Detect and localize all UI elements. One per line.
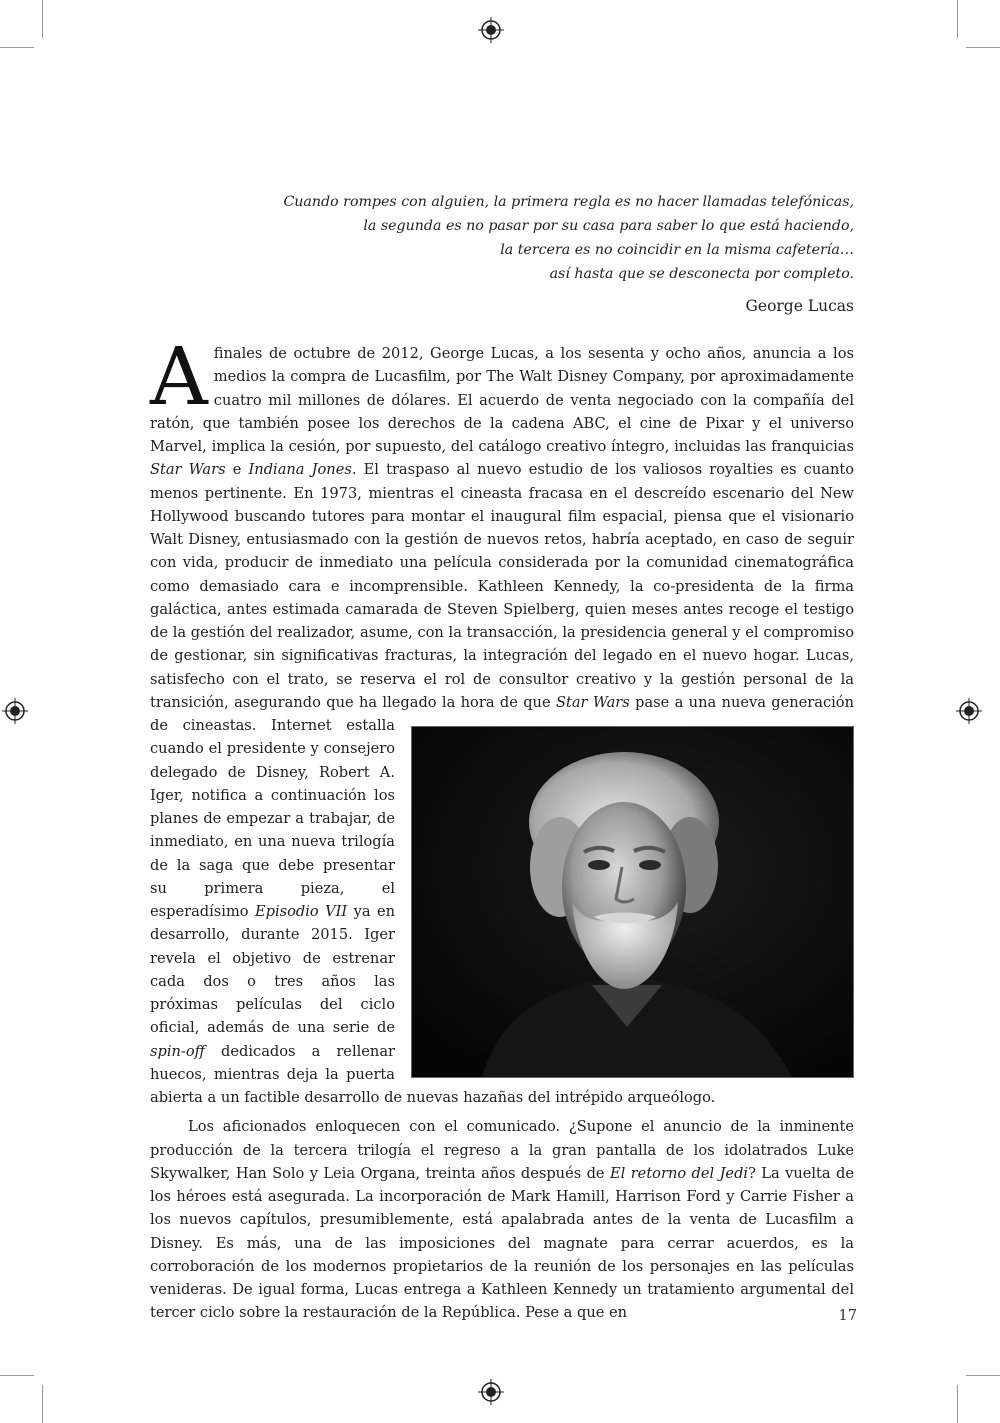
italic-title: Indiana Jones	[248, 461, 352, 479]
crop-mark	[42, 0, 43, 38]
text-run: ya en desarrollo, durante 2015. Iger revela el objetivo de estrenar cada dos o tres años las próximas películas del ciclo oficial, además de una serie de	[150, 903, 395, 1037]
italic-title: Star Wars	[150, 461, 226, 479]
registration-mark-icon	[956, 698, 982, 724]
registration-mark-icon	[478, 17, 504, 43]
text-run: . El traspaso al nuevo estudio de los valiosos royalties es cuanto menos pertinente. En 1973, mientras el cineasta fracasa en el descreído escenario del New Hollywood buscando tutores para montar el inaugural film espacial, piensa que el visionario Walt Disney, entusiasmado con la gestión de nuevos retos, habría aceptado, en caso de seguir con vida, producir de inmediato una película considerada por la comunidad cinematográfica como demasiado cara e incomprensible. Kathleen Kennedy, la co-presidenta de la firma galáctica, antes estimada camarada de Steven Spielberg, quien meses antes recoge el testigo de la gestión del realizador, asume, con la transacción, la presidencia general y el compromiso de gestionar, sin significativas fracturas, la integración del legado en el nuevo hogar. Lucas, satisfecho con el trato, se reserva el rol de consultor creativo y la gestión personal de la transición, asegurando que ha llegado la hora de que	[150, 461, 855, 711]
epigraph-author: George Lucas	[745, 297, 854, 315]
drop-cap: A	[150, 330, 208, 423]
italic-title: El retorno del Jedi	[609, 1164, 749, 1182]
text-run: Los aficionados enloquecen con el comunicado. ¿Supone el anuncio de la inminente producción de la tercera trilogía el regreso a la gran pantalla de los idolatrados Luke Skywalker, Han Solo y Leia Organa, treinta años después de	[150, 1118, 854, 1182]
registration-mark-icon	[2, 698, 28, 724]
text-run: ? La vuelta de los héroes está asegurada. La incorporación de Mark Hamill, Harrison Ford y Carrie Fisher a los nuevos capítulos, presumiblemente, está apalabrada antes de la venta de Lucasfilm a Disney. Es más, una de las imposiciones del magnate para cerrar acuerdos, es la corroboración de los modernos propietarios de la reunión de los personajes en las películas venideras. De igual forma, Lucas entrega a Kathleen Kennedy un tratamiento argumental del tercer ciclo sobre la restauración de la República. Pese a que en	[150, 1164, 854, 1322]
text-run: finales de octubre de 2012, George Lucas, a los sesenta y ocho años, anuncia a los medios la compra de Lucasfilm, por The Walt Disney Company, por aproximadamente cuatro mil millones de dólares. El acuerdo de venta negociado con la compañía del ratón, que también posee los derechos de la cadena ABC, el cine de Pixar y el universo Marvel, implica la cesión, por supuesto, del catálogo creativo íntegro, incluidas las franquicias	[150, 345, 854, 455]
italic-title: Star Wars	[555, 693, 630, 711]
italic-title: Episodio VII	[254, 903, 348, 920]
italic-term: spin-off	[150, 1042, 205, 1060]
paragraph	[150, 330, 855, 1109]
body-text	[150, 330, 855, 1325]
portrait-image	[412, 727, 853, 1077]
epigraph-line: así hasta que se desconecta por completo.	[549, 266, 854, 282]
crop-mark	[0, 1375, 34, 1376]
crop-mark	[957, 1385, 958, 1423]
text-run: pase a una nueva generación de cineastas. Internet estalla cuando el presidente y consejero delegado de Disney, Robert A. Iger, notifica a continuación los planes de empezar a trabajar, de inmediato, en una nueva trilogía de la saga que debe presentar su primera pieza, el esperadísimo	[150, 693, 854, 920]
epigraph-line: Cuando rompes con alguien, la primera regla es no hacer llamadas telefónicas,	[283, 194, 854, 210]
page-number: 17	[838, 1308, 857, 1324]
epigraph-quote	[150, 190, 854, 286]
crop-mark	[0, 47, 34, 48]
crop-mark	[966, 47, 1000, 48]
text-run: e	[225, 461, 249, 479]
epigraph-line: la segunda es no pasar por su casa para saber lo que está haciendo,	[363, 218, 854, 234]
epigraph-line: la tercera es no coincidir en la misma cafetería…	[500, 242, 854, 258]
crop-mark	[957, 0, 958, 38]
crop-mark	[42, 1385, 43, 1423]
text-run: dedicados a rellenar huecos, mientras deja la puerta abierta a un factible desarrollo de nuevas hazañas del intrépido arqueólogo.	[150, 1042, 716, 1106]
portrait-photo	[411, 726, 854, 1078]
crop-mark	[966, 1375, 1000, 1376]
registration-mark-icon	[478, 1379, 504, 1405]
paragraph	[150, 1115, 854, 1324]
